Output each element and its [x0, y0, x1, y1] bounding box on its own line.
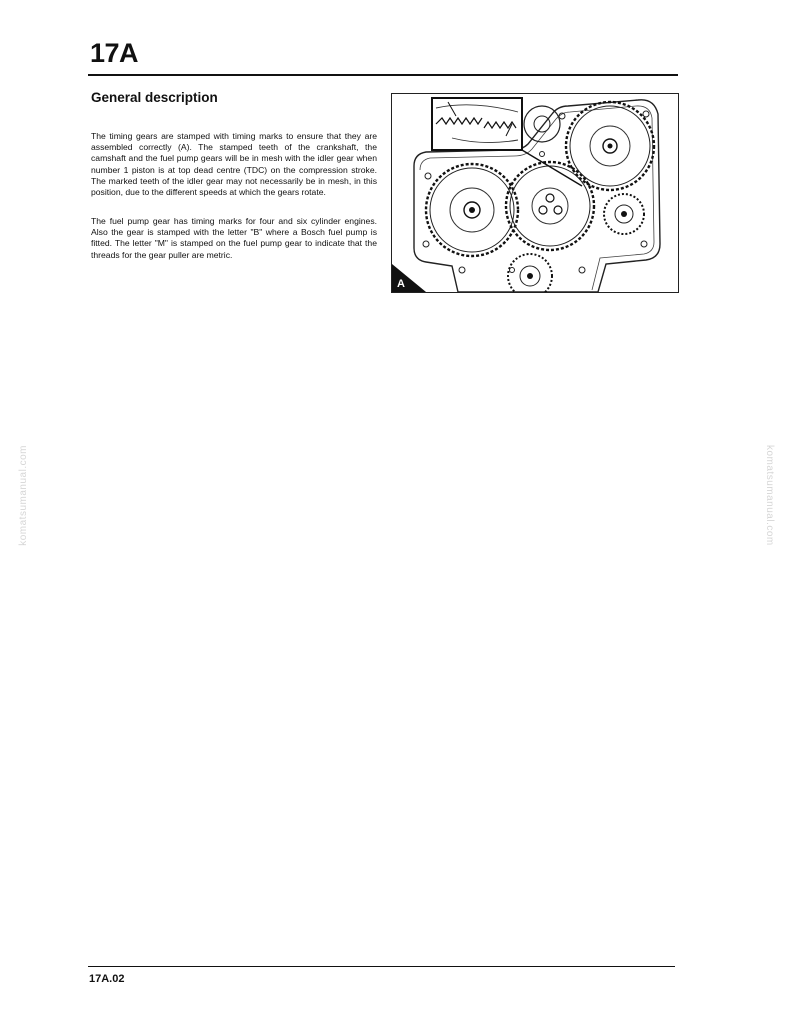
- section-number: 17A: [90, 38, 139, 68]
- section-heading: General description: [91, 90, 218, 105]
- paragraph-fuel-pump-gear: The fuel pump gear has timing marks for four and six cylinder engines. Also the gear is stamped with the letter "B" where a Bosch fuel pump is fitted. The letter "M" is stamped on the fuel pump gear to indicate that the threads for the gear puller are metric.: [91, 216, 377, 260]
- timing-gears-figure: [391, 93, 679, 293]
- timing-gears-illustration: [392, 94, 678, 292]
- page-number: 17A.02: [89, 973, 125, 985]
- paragraph-timing-gears: The timing gears are stamped with timing marks to ensure that they are assembled correctly (A). The stamped teeth of the crankshaft, the camshaft and the fuel pump gears will be in mesh with the idler gear when number 1 piston is at top dead centre (TDC) on the compression stroke. The marked teeth of the idler gear may not necessarily be in mesh, in this position, due to the different speeds at which the gears rotate.: [91, 131, 377, 198]
- watermark-right: komatsumanual.com: [764, 445, 775, 546]
- figure-label: A: [397, 278, 405, 290]
- header-rule: [88, 74, 678, 76]
- footer-rule: [88, 966, 675, 967]
- watermark-left: komatsumanual.com: [18, 445, 29, 546]
